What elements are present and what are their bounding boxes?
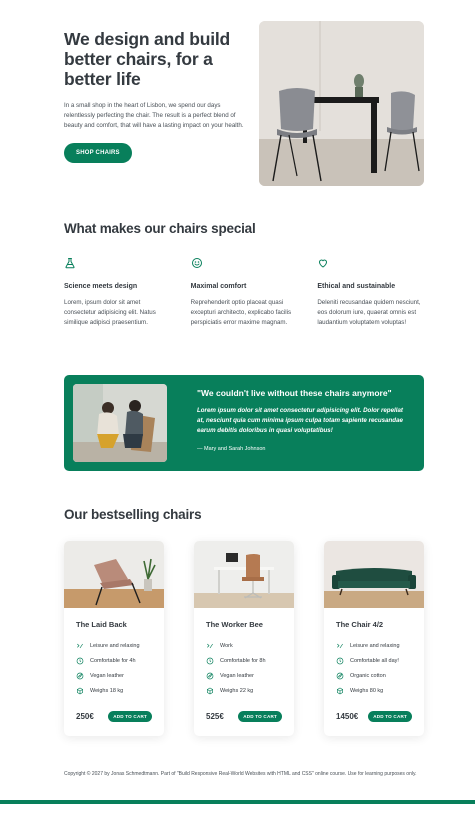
product-attributes [76, 638, 152, 698]
feature-title: Science meets design [64, 283, 138, 290]
attr-material: Vegan leather [76, 668, 152, 683]
attr-category: Leisure and relaxing [76, 638, 152, 653]
attr-comfort: Comfortable all day! [336, 653, 412, 668]
feature-ethical [317, 256, 424, 328]
product-card-chair-4-2[interactable] [324, 541, 424, 736]
product-title: The Laid Back [76, 620, 127, 629]
card-footer [336, 711, 412, 722]
add-to-cart-button[interactable]: ADD TO CART [108, 711, 152, 722]
hero-text [64, 29, 244, 163]
feature-title: Maximal comfort [190, 283, 247, 290]
attr-material: Vegan leather [206, 668, 282, 683]
feature-text: Lorem, ipsum dolor sit amet consectetur adipisicing elit. Natus similique adipisci praesentium. [64, 299, 156, 326]
leaf-icon [206, 672, 214, 680]
hero-title: We design and build better chairs, for a better life [64, 29, 231, 89]
hero-description: In a small shop in the heart of Lisbon, we spend our days relentlessly perfecting the chair. The result is a perfect blend of beauty and comfort, that will have a lasting impact on your health. [64, 102, 244, 129]
product-title: The Chair 4/2 [336, 620, 384, 629]
attr-category: Leisure and relaxing [336, 638, 412, 653]
product-price: 525€ [206, 712, 224, 721]
attr-material: Organic cotton [336, 668, 412, 683]
flask-icon [64, 257, 76, 269]
testimonial-text: Lorem ipsum dolor sit amet consectetur adipisicing elit. Dolor repellat at, nesciunt quia cum minima ipsum culpa totam sapiente recusandae earum debitis doloribus in quasi voluptatibus! [197, 407, 403, 434]
add-to-cart-button[interactable]: ADD TO CART [368, 711, 412, 722]
product-image [194, 541, 294, 608]
shop-chairs-button[interactable]: SHOP CHAIRS [64, 143, 132, 163]
attr-weight: Weighs 80 kg [336, 683, 412, 698]
attr-comfort: Comfortable for 8h [206, 653, 282, 668]
clock-icon [206, 657, 214, 665]
hero-section [64, 21, 424, 186]
product-attributes [206, 638, 282, 698]
bottom-accent-bar [0, 800, 475, 804]
add-to-cart-button[interactable]: ADD TO CART [238, 711, 282, 722]
card-footer [206, 711, 282, 722]
card-body [194, 608, 294, 698]
smile-icon [191, 257, 203, 269]
product-price: 1450€ [336, 712, 359, 721]
testimonial-section [64, 375, 424, 471]
clock-icon [76, 657, 84, 665]
card-body [324, 608, 424, 698]
testimonial-image [73, 384, 167, 462]
product-title: The Worker Bee [206, 620, 263, 629]
activity-icon [336, 642, 344, 650]
hero-image [259, 21, 424, 186]
card-body [64, 608, 164, 698]
testimonial-body [197, 388, 407, 452]
attr-weight: Weighs 18 kg [76, 683, 152, 698]
feature-comfort [191, 256, 298, 328]
attr-comfort: Comfortable for 4h [76, 653, 152, 668]
product-image [64, 541, 164, 608]
feature-title: Ethical and sustainable [317, 283, 396, 290]
card-footer [76, 711, 152, 722]
product-attributes [336, 638, 412, 698]
heart-icon [317, 257, 329, 269]
feature-science [64, 256, 171, 328]
leaf-icon [336, 672, 344, 680]
leaf-icon [76, 672, 84, 680]
features-grid [64, 256, 424, 328]
bestselling-title: Our bestselling chairs [64, 507, 202, 522]
weight-box-icon [76, 687, 84, 695]
product-card-worker-bee[interactable] [194, 541, 294, 736]
clock-icon [336, 657, 344, 665]
product-price: 250€ [76, 712, 94, 721]
product-cards [64, 541, 424, 736]
features-title: What makes our chairs special [64, 221, 256, 236]
testimonial-author: — Mary and Sarah Johnson [197, 446, 266, 452]
weight-box-icon [336, 687, 344, 695]
feature-text: Reprehenderit optio placeat quasi excepturi architecto, explicabo facilis perspiciatis error maxime magnam. [190, 299, 292, 326]
activity-icon [76, 642, 84, 650]
attr-weight: Weighs 22 kg [206, 683, 282, 698]
feature-text: Deleniti recusandae quidem nesciunt, eos dolorum iure, quaerat omnis est laudantium voluptatem voluptas! [317, 299, 421, 326]
product-image [324, 541, 424, 608]
footer-copyright: Copyright © 2027 by Jonas Schmedtmann. Part of "Build Responsive Real-World Websites with HTML and CSS" online course. Use for learning purposes only. [64, 771, 417, 777]
testimonial-quote: "We couldn't live without these chairs anymore" [197, 388, 392, 398]
attr-category: Work [206, 638, 282, 653]
weight-box-icon [206, 687, 214, 695]
product-card-laid-back[interactable] [64, 541, 164, 736]
activity-icon [206, 642, 214, 650]
